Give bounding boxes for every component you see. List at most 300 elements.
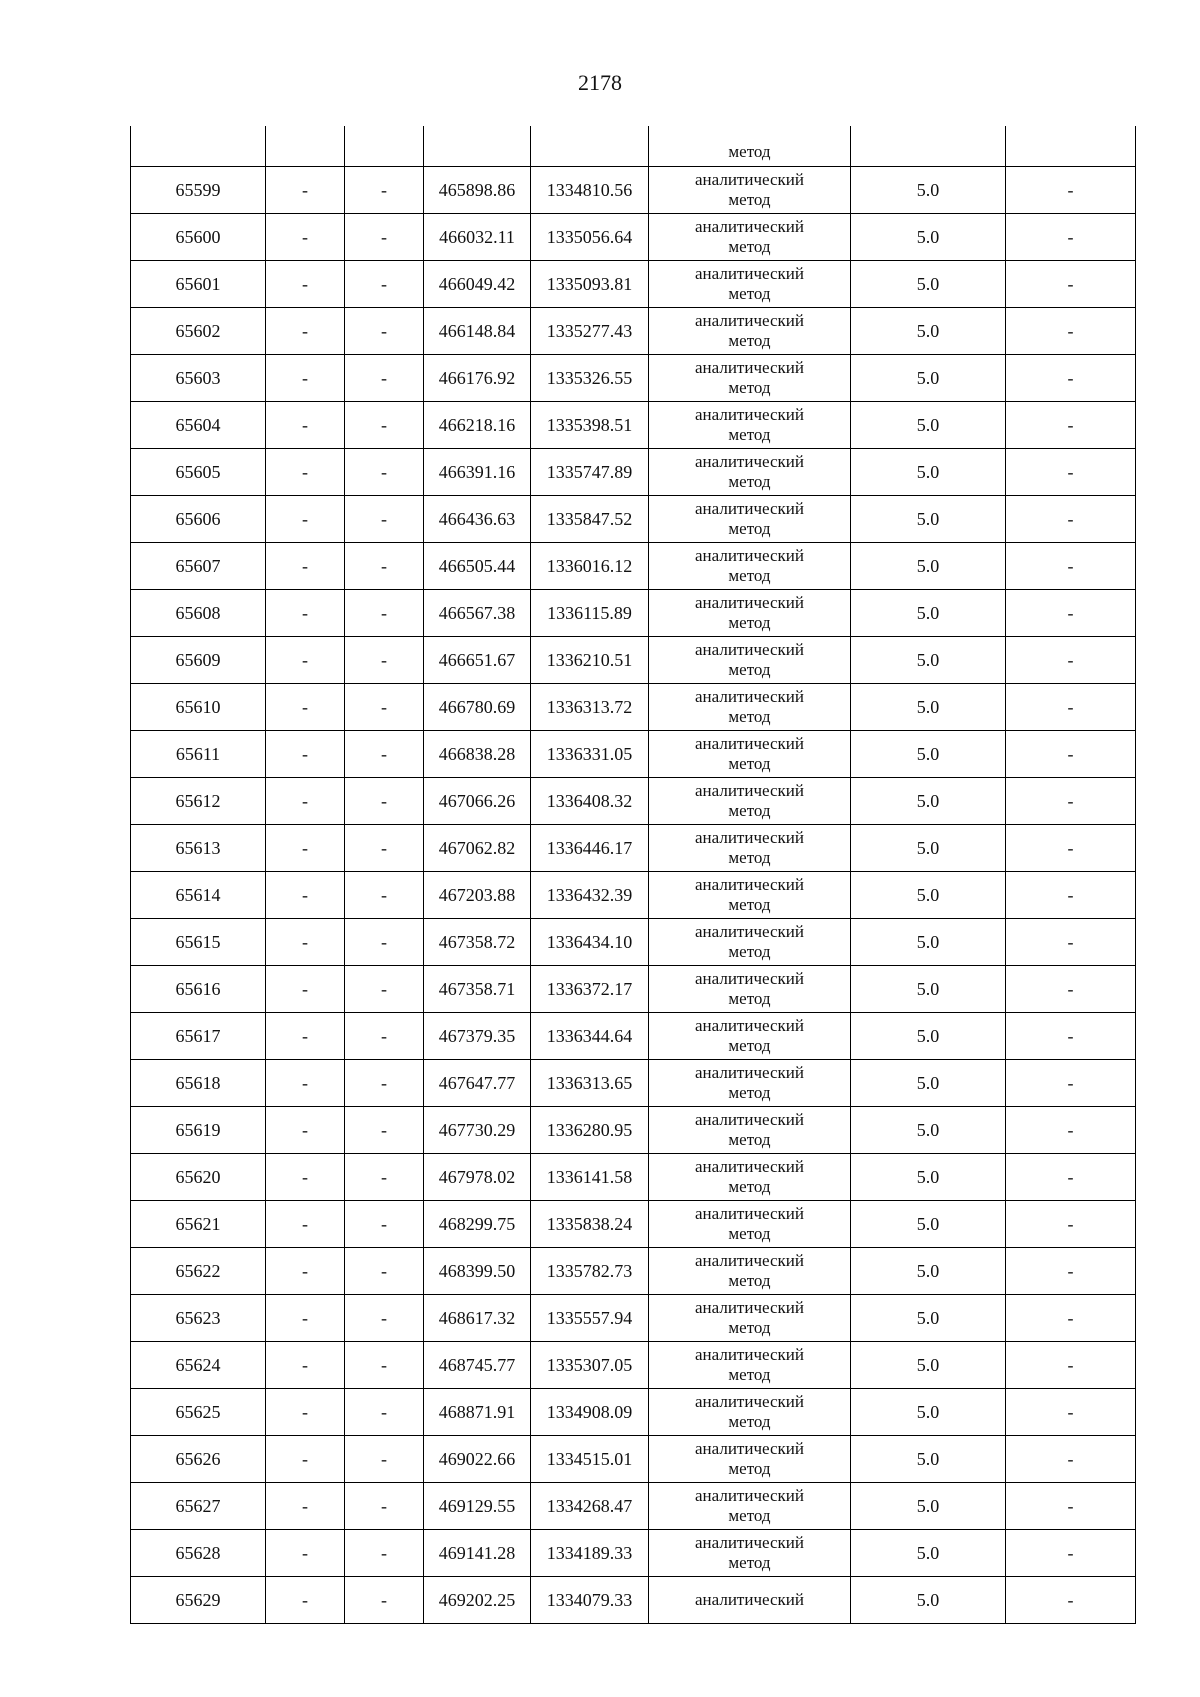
cell-y-coordinate: 1336434.10 (531, 919, 649, 966)
cell-col2: - (266, 778, 345, 825)
cell-method (649, 261, 851, 308)
cell-method (649, 1013, 851, 1060)
cell-y-coordinate: 1335326.55 (531, 355, 649, 402)
table-row (131, 1295, 1136, 1342)
cell-point-id: 65624 (131, 1342, 266, 1389)
cell-method (649, 543, 851, 590)
cell-col8: - (1006, 966, 1136, 1013)
method-line-2: метод (728, 1553, 771, 1572)
cell-y-coordinate: 1334515.01 (531, 1436, 649, 1483)
table-row (131, 1248, 1136, 1295)
cell-accuracy: 5.0 (851, 402, 1006, 449)
cell-method (649, 1107, 851, 1154)
cell-col8: - (1006, 919, 1136, 966)
cell-col2: - (266, 1248, 345, 1295)
cell-point-id: 65607 (131, 543, 266, 590)
cell-col2: - (266, 1154, 345, 1201)
cell-x-coordinate: 467358.71 (424, 966, 531, 1013)
cell-y-coordinate: 1336408.32 (531, 778, 649, 825)
cell-point-id: 65613 (131, 825, 266, 872)
cell-method (649, 1436, 851, 1483)
method-line-2: метод (728, 942, 771, 961)
cell-y-coordinate: 1336432.39 (531, 872, 649, 919)
cell-x-coordinate: 466218.16 (424, 402, 531, 449)
method-line-2: метод (728, 331, 771, 350)
cell-y-coordinate: 1336313.72 (531, 684, 649, 731)
cell-accuracy: 5.0 (851, 966, 1006, 1013)
cell-col3: - (345, 1107, 424, 1154)
cell-method (649, 308, 851, 355)
method-line-2: метод (728, 989, 771, 1008)
cell-col8: - (1006, 1201, 1136, 1248)
cell-accuracy: 5.0 (851, 919, 1006, 966)
table-row (131, 731, 1136, 778)
cell-col8: - (1006, 1530, 1136, 1577)
cell-col8: - (1006, 684, 1136, 731)
method-line-1: аналитический (695, 264, 804, 283)
cell-y-coordinate: 1335838.24 (531, 1201, 649, 1248)
cell-x-coordinate: 469129.55 (424, 1483, 531, 1530)
method-line-2: метод (728, 707, 771, 726)
method-line-1: аналитический (695, 358, 804, 377)
cell-col2: - (266, 214, 345, 261)
cell-accuracy: 5.0 (851, 1295, 1006, 1342)
cell-x-coordinate: 469141.28 (424, 1530, 531, 1577)
cell-col3: - (345, 684, 424, 731)
cell-col8: - (1006, 872, 1136, 919)
cell-x-coordinate: 467730.29 (424, 1107, 531, 1154)
cell-col8: - (1006, 496, 1136, 543)
cell-col2: - (266, 449, 345, 496)
cell-point-id: 65628 (131, 1530, 266, 1577)
method-line-1: аналитический (695, 452, 804, 471)
cell-accuracy: 5.0 (851, 1342, 1006, 1389)
method-line-1: аналитический (695, 1590, 804, 1609)
cell-y-coordinate: 1335277.43 (531, 308, 649, 355)
table-row (131, 1483, 1136, 1530)
table-row (131, 825, 1136, 872)
method-line-1: аналитический (695, 1345, 804, 1364)
table-row (131, 261, 1136, 308)
cell-method (649, 919, 851, 966)
method-line-2: метод (728, 1177, 771, 1196)
cell-x-coordinate: 468299.75 (424, 1201, 531, 1248)
method-line-1: аналитический (695, 217, 804, 236)
cell-col2: - (266, 1530, 345, 1577)
table-row (131, 543, 1136, 590)
cell-point-id: 65626 (131, 1436, 266, 1483)
cell-x-coordinate: 469202.25 (424, 1577, 531, 1624)
cell-y-coordinate: 1336280.95 (531, 1107, 649, 1154)
cell-point-id: 65620 (131, 1154, 266, 1201)
method-line-2: метод (728, 660, 771, 679)
cell-y-coordinate: 1334189.33 (531, 1530, 649, 1577)
cell-accuracy: 5.0 (851, 214, 1006, 261)
cell-accuracy: 5.0 (851, 1201, 1006, 1248)
cell-point-id: 65604 (131, 402, 266, 449)
cell-x-coordinate: 466567.38 (424, 590, 531, 637)
cell-method (649, 825, 851, 872)
method-line-1: аналитический (695, 1063, 804, 1082)
cell-y-coordinate: 1334810.56 (531, 167, 649, 214)
cell-y-coordinate: 1336115.89 (531, 590, 649, 637)
cell-col8: - (1006, 1483, 1136, 1530)
method-line-2: метод (728, 1130, 771, 1149)
cell-empty (266, 126, 345, 167)
cell-empty (424, 126, 531, 167)
method-line-1: аналитический (695, 640, 804, 659)
cell-point-id: 65627 (131, 1483, 266, 1530)
cell-accuracy: 5.0 (851, 1577, 1006, 1624)
method-line-2: метод (728, 1224, 771, 1243)
table-row (131, 919, 1136, 966)
cell-col2: - (266, 637, 345, 684)
cell-point-id: 65605 (131, 449, 266, 496)
table-row (131, 966, 1136, 1013)
table-row (131, 637, 1136, 684)
cell-accuracy: 5.0 (851, 825, 1006, 872)
method-line-1: аналитический (695, 1110, 804, 1129)
cell-col2: - (266, 496, 345, 543)
method-line-1: аналитический (695, 1533, 804, 1552)
cell-accuracy: 5.0 (851, 167, 1006, 214)
cell-y-coordinate: 1334079.33 (531, 1577, 649, 1624)
table-row (131, 167, 1136, 214)
cell-point-id: 65619 (131, 1107, 266, 1154)
method-line-1: аналитический (695, 1251, 804, 1270)
method-line-1: аналитический (695, 875, 804, 894)
table-row (131, 684, 1136, 731)
table-row (131, 1154, 1136, 1201)
cell-col3: - (345, 167, 424, 214)
cell-col2: - (266, 684, 345, 731)
cell-col8: - (1006, 1389, 1136, 1436)
cell-x-coordinate: 467203.88 (424, 872, 531, 919)
cell-method (649, 637, 851, 684)
cell-accuracy: 5.0 (851, 1389, 1006, 1436)
cell-col8: - (1006, 637, 1136, 684)
cell-y-coordinate: 1335747.89 (531, 449, 649, 496)
method-line-2: метод (728, 1412, 771, 1431)
cell-col8: - (1006, 825, 1136, 872)
cell-x-coordinate: 466838.28 (424, 731, 531, 778)
continued-row (131, 126, 1136, 167)
cell-col2: - (266, 1483, 345, 1530)
cell-col8: - (1006, 1060, 1136, 1107)
cell-method (649, 731, 851, 778)
cell-col3: - (345, 1248, 424, 1295)
cell-y-coordinate: 1335782.73 (531, 1248, 649, 1295)
cell-method (649, 872, 851, 919)
cell-col2: - (266, 966, 345, 1013)
cell-x-coordinate: 466391.16 (424, 449, 531, 496)
table-row (131, 496, 1136, 543)
cell-method (649, 1248, 851, 1295)
cell-col3: - (345, 778, 424, 825)
table-row (131, 1060, 1136, 1107)
method-line-2: метод (728, 519, 771, 538)
cell-col2: - (266, 308, 345, 355)
table-row (131, 449, 1136, 496)
cell-empty (345, 126, 424, 167)
cell-y-coordinate: 1334908.09 (531, 1389, 649, 1436)
cell-x-coordinate: 468871.91 (424, 1389, 531, 1436)
cell-method (649, 1201, 851, 1248)
method-line-2: метод (728, 895, 771, 914)
cell-point-id: 65615 (131, 919, 266, 966)
cell-col2: - (266, 1107, 345, 1154)
cell-col3: - (345, 1389, 424, 1436)
cell-method (649, 1060, 851, 1107)
cell-col3: - (345, 1436, 424, 1483)
cell-method (649, 1483, 851, 1530)
cell-col2: - (266, 1436, 345, 1483)
cell-col2: - (266, 167, 345, 214)
cell-col3: - (345, 590, 424, 637)
cell-x-coordinate: 466176.92 (424, 355, 531, 402)
cell-col2: - (266, 402, 345, 449)
cell-col8: - (1006, 543, 1136, 590)
cell-col8: - (1006, 1436, 1136, 1483)
cell-col3: - (345, 1577, 424, 1624)
cell-col8: - (1006, 355, 1136, 402)
method-line-1: аналитический (695, 734, 804, 753)
cell-empty (131, 126, 266, 167)
table-row (131, 355, 1136, 402)
cell-point-id: 65625 (131, 1389, 266, 1436)
cell-col3: - (345, 355, 424, 402)
method-line-2: метод (728, 1036, 771, 1055)
cell-accuracy: 5.0 (851, 1248, 1006, 1295)
table-row (131, 778, 1136, 825)
table-row (131, 1107, 1136, 1154)
cell-method (649, 778, 851, 825)
method-line-2: метод (728, 190, 771, 209)
cell-accuracy: 5.0 (851, 261, 1006, 308)
cell-y-coordinate: 1336016.12 (531, 543, 649, 590)
method-line-2: метод (728, 472, 771, 491)
cell-y-coordinate: 1336446.17 (531, 825, 649, 872)
method-line-1: аналитический (695, 170, 804, 189)
cell-point-id: 65603 (131, 355, 266, 402)
table-row (131, 1577, 1136, 1624)
cell-method (649, 1530, 851, 1577)
method-line-2: метод (728, 237, 771, 256)
cell-col3: - (345, 1342, 424, 1389)
method-line-2: метод (728, 1365, 771, 1384)
cell-empty (531, 126, 649, 167)
cell-x-coordinate: 467066.26 (424, 778, 531, 825)
cell-col8: - (1006, 1013, 1136, 1060)
cell-x-coordinate: 465898.86 (424, 167, 531, 214)
method-line-2: метод (728, 1083, 771, 1102)
cell-col2: - (266, 1342, 345, 1389)
cell-col8: - (1006, 778, 1136, 825)
cell-col2: - (266, 543, 345, 590)
cell-col3: - (345, 1530, 424, 1577)
cell-col8: - (1006, 731, 1136, 778)
cell-col2: - (266, 1295, 345, 1342)
cell-col8: - (1006, 261, 1136, 308)
method-line-2: метод (728, 378, 771, 397)
cell-accuracy: 5.0 (851, 1013, 1006, 1060)
cell-accuracy: 5.0 (851, 684, 1006, 731)
cell-y-coordinate: 1336210.51 (531, 637, 649, 684)
cell-method (649, 355, 851, 402)
table-body (131, 126, 1136, 1624)
method-line-2: метод (728, 754, 771, 773)
cell-col8: - (1006, 308, 1136, 355)
method-line-1: аналитический (695, 969, 804, 988)
cell-method-continued: метод (649, 126, 851, 167)
cell-accuracy: 5.0 (851, 1107, 1006, 1154)
cell-y-coordinate: 1335398.51 (531, 402, 649, 449)
cell-col3: - (345, 214, 424, 261)
cell-x-coordinate: 466148.84 (424, 308, 531, 355)
page-number: 2178 (578, 70, 622, 95)
cell-point-id: 65614 (131, 872, 266, 919)
cell-empty (1006, 126, 1136, 167)
table-row (131, 1013, 1136, 1060)
cell-col3: - (345, 1483, 424, 1530)
cell-method (649, 496, 851, 543)
method-line-1: аналитический (695, 1439, 804, 1458)
coordinates-table (130, 126, 1136, 1624)
cell-point-id: 65602 (131, 308, 266, 355)
table-row (131, 308, 1136, 355)
cell-method (649, 966, 851, 1013)
method-line-1: аналитический (695, 922, 804, 941)
cell-y-coordinate: 1335557.94 (531, 1295, 649, 1342)
cell-col3: - (345, 1201, 424, 1248)
cell-method (649, 449, 851, 496)
table-row (131, 872, 1136, 919)
cell-y-coordinate: 1335056.64 (531, 214, 649, 261)
cell-x-coordinate: 466032.11 (424, 214, 531, 261)
cell-col8: - (1006, 402, 1136, 449)
cell-point-id: 65612 (131, 778, 266, 825)
cell-col2: - (266, 1577, 345, 1624)
cell-accuracy: 5.0 (851, 778, 1006, 825)
cell-method (649, 1295, 851, 1342)
cell-accuracy: 5.0 (851, 1436, 1006, 1483)
cell-y-coordinate: 1335847.52 (531, 496, 649, 543)
cell-col3: - (345, 825, 424, 872)
cell-x-coordinate: 466049.42 (424, 261, 531, 308)
cell-accuracy: 5.0 (851, 1154, 1006, 1201)
cell-x-coordinate: 467647.77 (424, 1060, 531, 1107)
cell-point-id: 65599 (131, 167, 266, 214)
cell-y-coordinate: 1335093.81 (531, 261, 649, 308)
cell-x-coordinate: 468617.32 (424, 1295, 531, 1342)
cell-point-id: 65629 (131, 1577, 266, 1624)
cell-col3: - (345, 308, 424, 355)
cell-y-coordinate: 1336313.65 (531, 1060, 649, 1107)
cell-point-id: 65609 (131, 637, 266, 684)
cell-x-coordinate: 469022.66 (424, 1436, 531, 1483)
cell-col2: - (266, 1060, 345, 1107)
method-line-2: метод (728, 801, 771, 820)
method-line-2: метод (728, 613, 771, 632)
cell-accuracy: 5.0 (851, 1060, 1006, 1107)
method-line-2: метод (728, 1459, 771, 1478)
cell-col3: - (345, 966, 424, 1013)
cell-accuracy: 5.0 (851, 355, 1006, 402)
method-line-2: метод (728, 1271, 771, 1290)
method-line-2: метод (728, 425, 771, 444)
method-line-1: аналитический (695, 546, 804, 565)
method-line-1: аналитический (695, 1204, 804, 1223)
cell-point-id: 65606 (131, 496, 266, 543)
cell-x-coordinate: 466505.44 (424, 543, 531, 590)
method-line-2: метод (728, 848, 771, 867)
method-line-1: аналитический (695, 1016, 804, 1035)
cell-x-coordinate: 467358.72 (424, 919, 531, 966)
cell-x-coordinate: 466780.69 (424, 684, 531, 731)
method-line-2: метод (728, 1506, 771, 1525)
method-line-1: аналитический (695, 311, 804, 330)
cell-col3: - (345, 402, 424, 449)
method-line-2: метод (728, 566, 771, 585)
cell-x-coordinate: 466436.63 (424, 496, 531, 543)
cell-method (649, 1389, 851, 1436)
cell-accuracy: 5.0 (851, 872, 1006, 919)
cell-method (649, 1577, 851, 1624)
cell-method (649, 590, 851, 637)
cell-col2: - (266, 919, 345, 966)
cell-y-coordinate: 1335307.05 (531, 1342, 649, 1389)
cell-col8: - (1006, 1248, 1136, 1295)
table-row (131, 1530, 1136, 1577)
cell-col3: - (345, 1013, 424, 1060)
cell-x-coordinate: 467978.02 (424, 1154, 531, 1201)
cell-point-id: 65621 (131, 1201, 266, 1248)
cell-method (649, 167, 851, 214)
cell-col8: - (1006, 1342, 1136, 1389)
cell-method (649, 1342, 851, 1389)
cell-col3: - (345, 919, 424, 966)
cell-x-coordinate: 468745.77 (424, 1342, 531, 1389)
method-line-1: аналитический (695, 405, 804, 424)
method-line-1: аналитический (695, 1157, 804, 1176)
cell-method (649, 402, 851, 449)
cell-col2: - (266, 355, 345, 402)
cell-accuracy: 5.0 (851, 1483, 1006, 1530)
cell-empty (851, 126, 1006, 167)
cell-point-id: 65623 (131, 1295, 266, 1342)
cell-col8: - (1006, 590, 1136, 637)
cell-accuracy: 5.0 (851, 590, 1006, 637)
cell-accuracy: 5.0 (851, 637, 1006, 684)
cell-x-coordinate: 467062.82 (424, 825, 531, 872)
method-line-1: аналитический (695, 781, 804, 800)
cell-col8: - (1006, 1577, 1136, 1624)
table-row (131, 214, 1136, 261)
cell-point-id: 65622 (131, 1248, 266, 1295)
cell-col3: - (345, 1060, 424, 1107)
cell-col3: - (345, 872, 424, 919)
cell-col3: - (345, 543, 424, 590)
method-line-2: метод (728, 1318, 771, 1337)
cell-point-id: 65608 (131, 590, 266, 637)
cell-col8: - (1006, 1295, 1136, 1342)
cell-method (649, 684, 851, 731)
cell-accuracy: 5.0 (851, 496, 1006, 543)
cell-accuracy: 5.0 (851, 543, 1006, 590)
cell-accuracy: 5.0 (851, 449, 1006, 496)
cell-point-id: 65618 (131, 1060, 266, 1107)
cell-col3: - (345, 496, 424, 543)
